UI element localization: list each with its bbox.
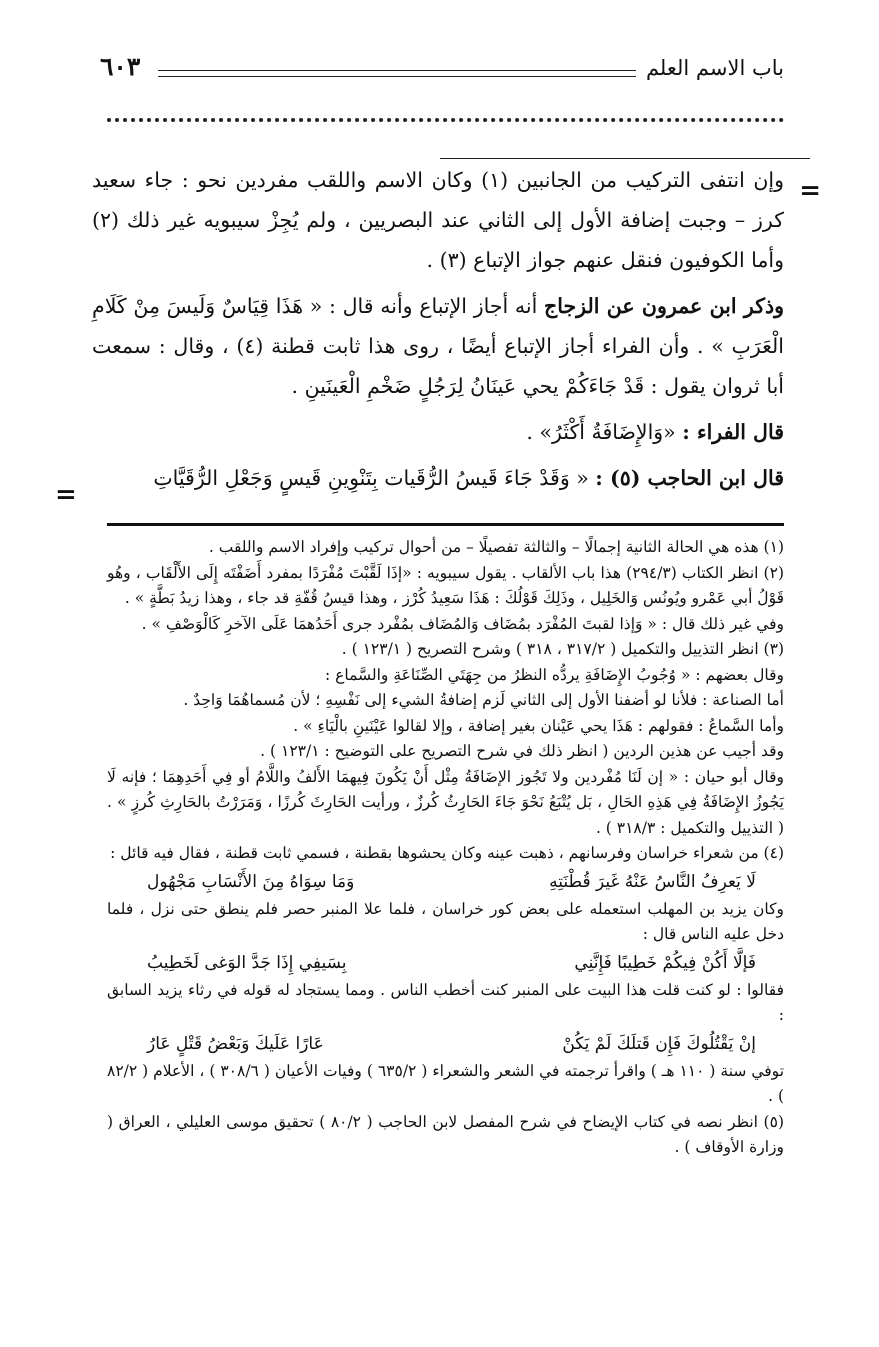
dotted-divider	[107, 118, 784, 130]
footnote: (٥) انظر نصه في كتاب الإيضاح في شرح المفصل لابن الحاجب ( ٨٠/٢ ) تحقيق موسى العليلي ، العراق ( وزارة الأوقاف ) .	[107, 1112, 784, 1156]
hemistich: فَإلَّا أَكُنْ فِيكُمْ خَطِيبًا فَإِنَّنِي	[574, 952, 756, 973]
hemistich: لَا يَعرِفُ النَّاسُ عَنْهُ غَيرَ قُطْنَتِهِ	[549, 871, 756, 892]
paragraph-text: « وَقَدْ جَاءَ قَيسُ الرُّقَيات بِتَنْوِينِ قَيسٍ وَجَعْلِ الرُّقَيَّاتِ	[153, 466, 596, 490]
main-text	[92, 160, 784, 498]
paragraph	[92, 286, 784, 406]
paragraph	[92, 458, 784, 498]
continuation-mark: =	[799, 176, 821, 206]
running-header	[100, 52, 784, 92]
footnote: وأما السَّماعُ : فقولهم : هَذَا يحي عَيْنان بغير إضافة ، وإلا لقالوا عَيْنَينِ بالْيَاءِ » .	[293, 716, 784, 735]
footnote: وقال أبو حيان : « إن لَنَا مُفْردين ولا تَجُوز الإضَافَةُ مِثْل أَنْ يَكُونَ فِيهمَا الأَلفُ واللَّامُ أو فِي أَحَدِهِمَا ؛ فإنه لَا يَجُوزُ الإِضَافَةُ فِي هَذِهِ الحَالِ ، بَل يُتْبَعُ نَحْوَ جَاءَ الحَارِثُ كُرزٌ ، ورأيت الحَارِثَ كُرزًا ، وَمَرَرْتُ بالحَارِثِ كُرزٍ » . ( التذييل والتكميل : ٣١٨/٣ ) .	[107, 767, 784, 837]
verse	[107, 948, 784, 978]
hemistich: بِسَيفِي إِذَا جَدَّ الوَغى لَخَطِيبُ	[147, 952, 347, 973]
paragraph-text: أنه أجاز الإتباع وأنه قال : « هَذَا قِيَاسٌ وَلَيسَ مِنْ كَلَامِ الْعَرَبِ » . وأن الفراء أجاز الإتباع أيضًا ، روى هذا ثابت قطنة (٤) ، وقال : سمعت أبا ثروان يقول : قَدْ جَاءَكُمْ يحي عَينَانُ لِرَجُلٍ ضَخْمِ الْعَينَينِ .	[92, 294, 784, 398]
continuation-mark: =	[55, 480, 77, 510]
paragraph-lead: وذكر ابن عمرون عن الزجاج	[544, 294, 784, 318]
footnote: وفي غير ذلك قال : « وَإذا لقبتَ المُفْرَد بمُضَاف وَالمُضَاف بمُفْرد جرى أَحَدُهمَا عَلَى الآخرِ كَالْوَصْفِ » .	[141, 614, 784, 633]
paragraph-lead: قال ابن الحاجب (٥) :	[595, 466, 784, 490]
hemistich: إنْ يَقْتُلُوكَ فَإِن قَتلَكَ لَمْ يَكُنْ	[562, 1033, 756, 1054]
header-rule	[158, 70, 636, 71]
hemistich: وَمَا سِوَاهُ مِنَ الأَنْسَابِ مَجْهُول	[147, 871, 355, 892]
top-rule	[440, 158, 810, 159]
header-rule	[158, 76, 636, 77]
footnote: توفي سنة ( ١١٠ هـ ) واقرأ ترجمته في الشعر والشعراء ( ٦٣٥/٢ ) وفيات الأعيان ( ٣٠٨/٦ ) ، الأعلام ( ٨٢/٢ ) .	[107, 1061, 785, 1105]
footnote: فقالوا : لو كنت قلت هذا البيت على المنبر كنت أخطب الناس . ومما يستجاد له قوله في رثاء يزيد السابق :	[107, 980, 784, 1024]
paragraph: وإن انتفى التركيب من الجانبين (١) وكان الاسم واللقب مفردين نحو : جاء سعيد كرز – وجبت إضافة الأول إلى الثاني عند البصريين ، ولم يُجِزْ سيبويه غير ذلك (٢) وأما الكوفيون فنقل عنهم جواز الإتباع (٣) .	[92, 168, 785, 272]
footnote: وقال بعضهم : « وُجُوبُ الإِضَافَةِ يردُّه النظرُ من جِهَتَي الصِّنَاعَةِ والسَّماع :	[324, 665, 784, 684]
footnote: وقد أجيب عن هذين الردين ( انظر ذلك في شرح التصريح على التوضيح : ١٢٣/١ ) .	[260, 742, 784, 760]
footnote: أما الصناعة : فلأنا لو أضفنا الأول إلى الثاني لَزم إضافةُ الشيء إلى نَفْسِهِ ؛ لأن مُسماهُمَا وَاحِدٌ .	[183, 691, 784, 709]
footnote: (٤) من شعراء خراسان وفرسانهم ، ذهبت عينه وكان يحشوها بقطنة ، فسمي ثابت قطنة ، فقال فيه قائل :	[110, 844, 784, 862]
footnote: (١) هذه هي الحالة الثانية إجمالًا – والثالثة تفصيلًا – من أحوال تركيب وإفراد الاسم واللقب .	[208, 538, 784, 556]
verse	[107, 1029, 784, 1059]
footnote: (٣) انظر التذييل والتكميل ( ٣١٧/٢ ، ٣١٨ ) وشرح التصريح ( ١٢٣/١ ) .	[341, 640, 784, 658]
footnote: وكان يزيد بن المهلب استعمله على بعض كور خراسان ، فلما علا المنبر حصر فلم ينطق حتى نزل ، فلما دخل عليه الناس قال :	[107, 899, 784, 943]
verse	[107, 867, 784, 897]
footnote: (٢) انظر الكتاب (٢٩٤/٣) هذا باب الألقاب . يقول سيبويه : «إذَا لَقَّبْتَ مُفْرَدًا بمفرد أَضَفْتَه إِلَى الأَلْقَاب ، وهُو قَوْلُ أبي عَمْرو ويُونُس وَالخَلِيل ، وذَلِكَ قَوْلُكَ : هَذَا سَعِيدُ كُرْز ، وهذا قيسُ قُفّةِ قد جاء ، وهذا زيدُ بَطَّةٍ » .	[107, 563, 784, 607]
paragraph	[92, 412, 784, 452]
page-number: ٦٠٣	[100, 52, 141, 81]
paragraph-lead: قال الفراء :	[682, 420, 784, 444]
footnote-separator	[107, 523, 784, 526]
hemistich: عَارًا عَلَيكَ وَبَعْضُ قَتْلٍ عَارُ	[147, 1033, 324, 1054]
chapter-title: باب الاسم العلم	[645, 56, 784, 80]
paragraph-text: «وَالإِضَافَةُ أَكْثَرُ» .	[526, 420, 683, 444]
footnotes	[107, 535, 784, 1161]
